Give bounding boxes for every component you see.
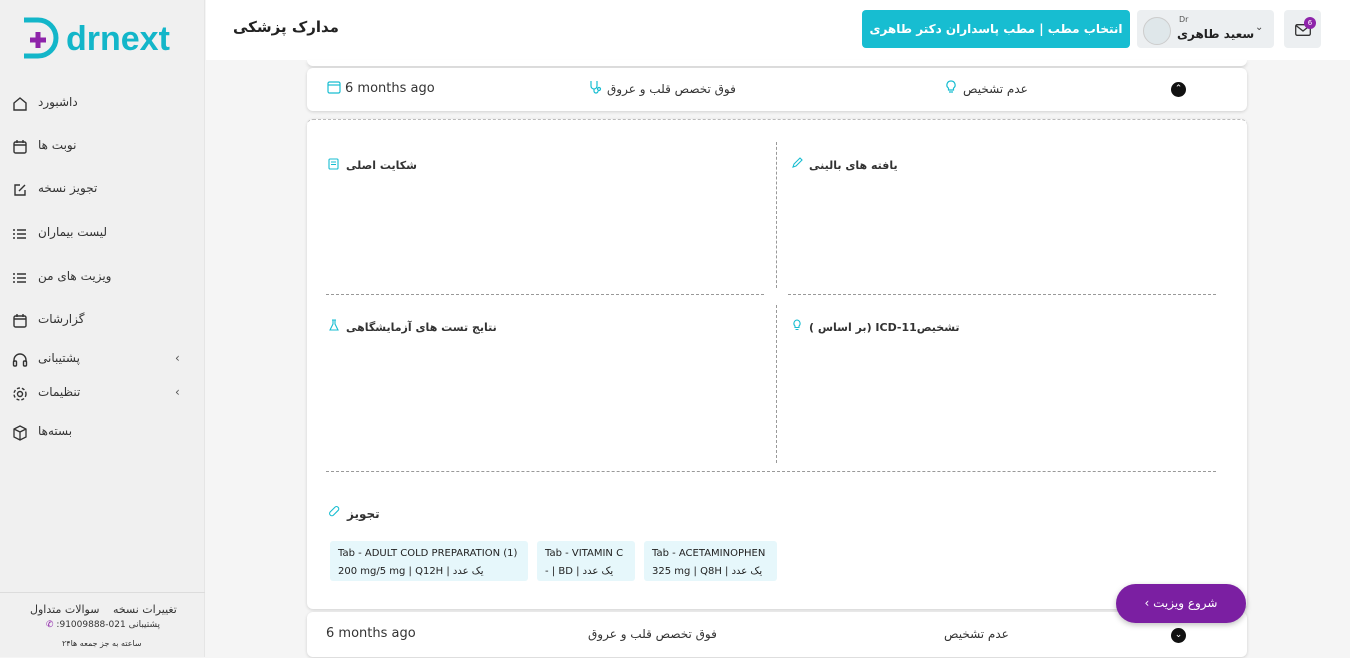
support-phone — [46, 620, 160, 630]
logo-text: drnext — [66, 20, 170, 58]
user-menu[interactable] — [1137, 10, 1274, 48]
divider — [776, 305, 777, 463]
sidebar-item-label: بسته‌ها — [38, 424, 73, 438]
expand-toggle-icon[interactable]: ⌄ — [1171, 628, 1186, 643]
sidebar-item-packages[interactable] — [0, 419, 205, 449]
record-specialty: فوق تخصص قلب و عروق — [607, 82, 736, 96]
medication-name: Tab - ACETAMINOPHEN — [652, 548, 766, 559]
medication-detail: - | BD | یک عدد — [545, 566, 614, 577]
start-visit-label: شروع ویزیت — [1153, 596, 1218, 610]
calendar-icon — [12, 139, 28, 155]
package-icon — [12, 425, 28, 441]
medication-detail: 325 mg | Q8H | یک عدد — [652, 566, 763, 577]
lab-results-title: نتایج تست های آزمایشگاهی — [346, 321, 497, 334]
footer-links — [30, 603, 187, 616]
sidebar-item-label: پشتیبانی — [38, 351, 80, 365]
previous-record-card-edge — [307, 60, 1247, 66]
changelog-link[interactable]: تغییرات نسخه — [112, 603, 177, 616]
sidebar-item-label: تنظیمات — [38, 385, 81, 399]
home-icon — [12, 96, 28, 112]
gear-icon — [12, 386, 28, 402]
avatar — [1143, 17, 1171, 45]
sidebar-item-settings[interactable] — [0, 380, 205, 410]
chief-complaint-title: شکایت اصلی — [346, 159, 417, 172]
notifications-button[interactable] — [1284, 10, 1321, 48]
record-date: 6 months ago — [345, 81, 435, 96]
user-name: سعید طاهری — [1177, 27, 1255, 41]
list-icon — [12, 226, 28, 242]
drnext-logo[interactable] — [18, 14, 193, 64]
sidebar-item-appointments[interactable] — [0, 133, 205, 163]
record-header[interactable] — [307, 68, 1247, 111]
divider — [326, 294, 764, 295]
logo-mark-icon — [18, 14, 62, 64]
support-phone-label: :پشتیبانی — [56, 620, 161, 630]
pill-icon — [328, 505, 340, 517]
record-details — [307, 119, 1247, 609]
faq-link[interactable]: سوالات متداول — [30, 603, 100, 616]
phone-icon: ✆ — [46, 620, 54, 630]
sidebar-item-prescribe[interactable] — [0, 176, 205, 206]
record-diagnosis: عدم تشخیص — [944, 627, 1009, 641]
sidebar-item-patients[interactable] — [0, 220, 205, 250]
record-diagnosis: عدم تشخیص — [963, 82, 1028, 96]
collapse-toggle-icon[interactable]: ⌃ — [1171, 82, 1186, 97]
medication-name: Tab - ADULT COLD PREPARATION (1) — [338, 548, 518, 559]
sidebar-item-label: ویزیت های من — [38, 269, 112, 283]
page-title: مدارک پزشکی — [233, 18, 339, 36]
sidebar-item-label: نوبت ها — [38, 138, 77, 152]
sidebar-footer — [0, 592, 205, 658]
sidebar-item-support[interactable] — [0, 346, 205, 376]
medication-item — [644, 541, 777, 581]
medication-item — [537, 541, 635, 581]
support-hours: ۲۴ساعته به جز جمعه ها — [62, 639, 142, 648]
notification-badge: 6 — [1304, 17, 1316, 29]
record-date: 6 months ago — [326, 626, 416, 641]
chevron-left-icon: ‹ — [175, 351, 180, 365]
headset-icon — [12, 352, 28, 368]
lightbulb-icon — [944, 80, 958, 94]
lightbulb-icon — [791, 319, 803, 331]
stethoscope-icon — [588, 80, 602, 94]
sidebar-item-label: تجویز نسخه — [38, 181, 98, 195]
chevron-left-icon: ‹ — [175, 385, 180, 399]
start-visit-button[interactable] — [1116, 584, 1246, 623]
user-title-prefix: Dr — [1179, 15, 1189, 24]
list-icon — [12, 270, 28, 286]
document-icon — [328, 158, 340, 170]
medication-item — [330, 541, 528, 581]
record-specialty: فوق تخصص قلب و عروق — [588, 627, 717, 641]
select-office-button[interactable]: انتخاب مطب | مطب پاسداران دکتر طاهری — [862, 10, 1130, 48]
calendar-icon — [327, 80, 341, 94]
sidebar-item-label: داشبورد — [38, 95, 78, 109]
top-bar — [206, 0, 1350, 60]
sidebar-item-my-visits[interactable] — [0, 264, 205, 294]
icd-diagnosis-title: ( بر اساس) ICD-11تشخیص — [809, 321, 960, 334]
sidebar-item-label: لیست بیماران — [38, 225, 108, 239]
sidebar-item-label: گزارشات — [38, 312, 85, 326]
divider — [776, 142, 777, 288]
chevron-down-icon: ⌄ — [1255, 22, 1264, 33]
sidebar-item-reports[interactable] — [0, 307, 205, 337]
prescription-title: تجویز — [347, 507, 380, 521]
record-header[interactable] — [307, 612, 1247, 657]
chevron-left-icon: ‹ — [1144, 596, 1154, 610]
edit-icon — [12, 182, 28, 198]
medication-detail: 200 mg/5 mg | Q12H | یک عدد — [338, 566, 484, 577]
divider — [326, 471, 1216, 472]
calendar-icon — [12, 313, 28, 329]
support-phone-number: 021-91009888 — [59, 620, 126, 630]
flask-icon — [328, 319, 340, 331]
pen-icon — [791, 157, 803, 169]
sidebar-item-dashboard[interactable] — [0, 90, 205, 120]
divider — [788, 294, 1216, 295]
medication-name: Tab - VITAMIN C — [545, 548, 624, 559]
clinical-findings-title: یافته های بالینی — [809, 159, 898, 172]
sidebar — [0, 0, 205, 657]
